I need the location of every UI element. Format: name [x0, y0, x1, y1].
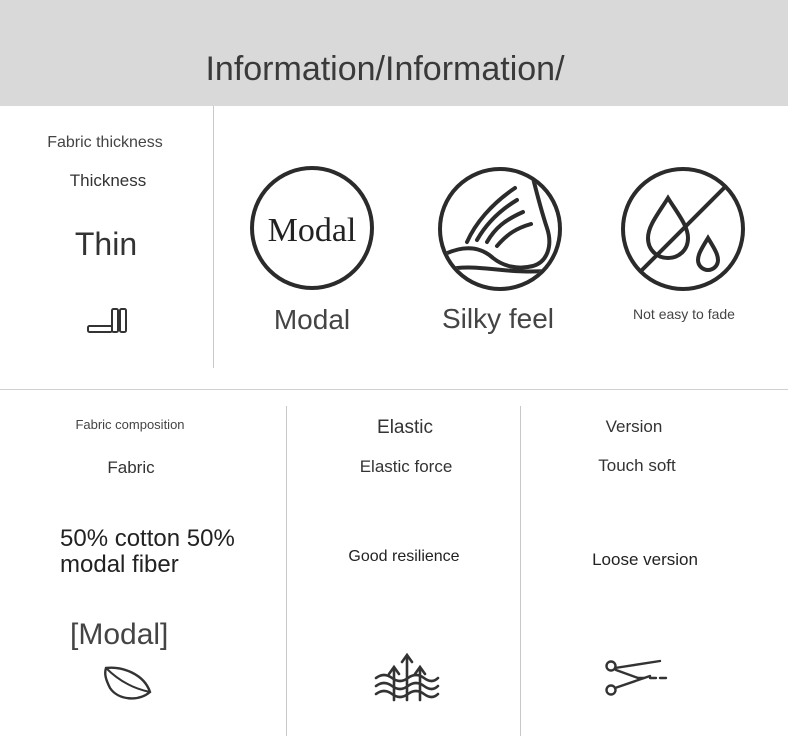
- modal-circle-text: Modal: [267, 212, 357, 249]
- divider-row: [0, 389, 788, 390]
- no-fade-drops-icon: [620, 166, 746, 297]
- version-value: Loose version: [592, 550, 698, 569]
- thin-bars-icon: [86, 306, 130, 341]
- composition-value-line1: 50% cotton 50%: [60, 525, 235, 552]
- silk-hand-icon: [437, 166, 563, 297]
- elastic-label: Elastic: [377, 417, 433, 438]
- stretch-arrows-icon: [374, 652, 440, 707]
- page-title: Information/Information/: [205, 50, 565, 88]
- feature-caption-fade: Not easy to fade: [633, 306, 735, 322]
- thickness-sublabel: Thickness: [69, 171, 147, 190]
- feature-caption-modal: Modal: [273, 304, 351, 335]
- leaf-icon: [100, 662, 156, 709]
- composition-label: Fabric composition: [75, 417, 185, 432]
- divider-elastic: [520, 406, 521, 736]
- divider-thickness: [213, 106, 214, 368]
- composition-sublabel: Fabric: [107, 458, 155, 477]
- header-banner: [0, 0, 788, 106]
- feature-caption-silky: Silky feel: [441, 303, 555, 334]
- version-label: Version: [605, 417, 663, 436]
- modal-circle-icon: [250, 166, 374, 290]
- composition-tag: [Modal]: [70, 618, 169, 651]
- thickness-label: Fabric thickness: [47, 134, 163, 151]
- divider-composition: [286, 406, 287, 736]
- scissors-icon: [604, 658, 668, 703]
- composition-value-line2: modal fiber: [60, 551, 179, 578]
- thickness-value: Thin: [74, 226, 138, 262]
- version-sublabel: Touch soft: [598, 456, 676, 475]
- composition-value: [60, 526, 235, 578]
- elastic-value: Good resilience: [348, 548, 460, 565]
- elastic-sublabel: Elastic force: [359, 457, 453, 476]
